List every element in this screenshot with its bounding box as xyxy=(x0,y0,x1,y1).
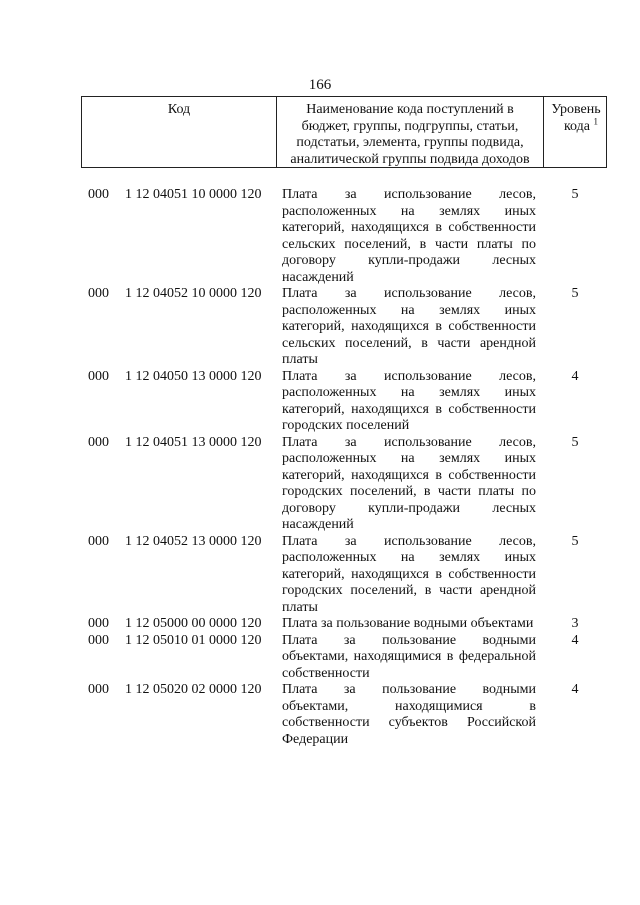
code-level: 5 xyxy=(571,187,579,202)
revenue-code: 1 12 04052 10 0000 120 xyxy=(125,286,262,301)
admin-code: 000 xyxy=(88,632,109,648)
admin-code: 000 xyxy=(88,434,109,450)
revenue-name: Плата за пользование водными объектами, находящимися в федеральной собственности xyxy=(282,632,536,681)
table-row xyxy=(0,435,640,534)
footnote-marker: 1 xyxy=(593,115,598,126)
code-level: 5 xyxy=(571,286,579,301)
admin-code: 000 xyxy=(88,368,109,384)
revenue-code: 1 12 05000 00 0000 120 xyxy=(125,616,262,631)
admin-code: 000 xyxy=(88,533,109,549)
header-level-line1: Уровень xyxy=(551,102,601,117)
header-name-line: Наименование кода поступлений в xyxy=(306,102,514,117)
revenue-name: Плата за пользование водными объектами, находящимися в собственности субъектов Российской Федерации xyxy=(282,682,536,747)
revenue-name: Плата за использование лесов, расположенных на землях иных категорий, находящихся в собственности городских поселений, в части платы по договору купли-продажи лесных насаждений xyxy=(282,434,536,532)
page-number: 166 xyxy=(308,77,332,93)
code-level: 4 xyxy=(571,368,579,384)
table-row xyxy=(0,682,640,748)
header-name-line: бюджет, группы, подгруппы, статьи, xyxy=(301,118,519,134)
revenue-code: 1 12 04052 13 0000 120 xyxy=(125,533,262,549)
table-row xyxy=(0,369,640,435)
revenue-code: 1 12 05010 01 0000 120 xyxy=(125,632,262,648)
revenue-name: Плата за использование лесов, расположенных на землях иных категорий, находящихся в собственности городских поселений xyxy=(282,368,536,433)
revenue-name: Плата за пользование водными объектами xyxy=(282,616,534,631)
header-level-line2: кода xyxy=(563,118,590,134)
header-code-label: Код xyxy=(167,102,191,117)
code-level: 5 xyxy=(571,533,579,549)
code-level: 3 xyxy=(571,616,579,631)
revenue-code: 1 12 04051 10 0000 120 xyxy=(125,187,262,202)
header-name-line: аналитической группы подвида доходов xyxy=(290,151,530,167)
revenue-name: Плата за использование лесов, расположенных на землях иных категорий, находящихся в собственности городских поселений, в части арендной платы xyxy=(282,533,536,615)
header-code xyxy=(82,97,277,167)
revenue-name: Плата за использование лесов, расположенных на землях иных категорий, находящихся в собственности сельских поселений, в части арендной платы xyxy=(282,286,536,367)
admin-code: 000 xyxy=(88,682,109,697)
revenue-code: 1 12 05020 02 0000 120 xyxy=(125,682,262,697)
table-header xyxy=(81,96,607,168)
table-row xyxy=(0,187,640,286)
header-name-line: подстатьи, элемента, группы подвида, xyxy=(296,135,524,150)
table-row xyxy=(0,633,640,683)
header-level xyxy=(544,97,608,167)
code-level: 5 xyxy=(571,434,579,450)
code-level: 4 xyxy=(571,682,579,697)
admin-code: 000 xyxy=(88,616,109,631)
table-body xyxy=(0,187,640,748)
table-row xyxy=(0,616,640,633)
table-row xyxy=(0,286,640,369)
admin-code: 000 xyxy=(88,286,109,301)
code-level: 4 xyxy=(571,632,579,648)
header-name xyxy=(277,97,544,167)
revenue-name: Плата за использование лесов, расположенных на землях иных категорий, находящихся в собственности сельских поселений, в части платы по договору купли-продажи лесных насаждений xyxy=(282,187,536,285)
revenue-code: 1 12 04051 13 0000 120 xyxy=(125,434,262,450)
admin-code: 000 xyxy=(88,187,109,202)
table-row xyxy=(0,534,640,617)
revenue-code: 1 12 04050 13 0000 120 xyxy=(125,368,262,384)
